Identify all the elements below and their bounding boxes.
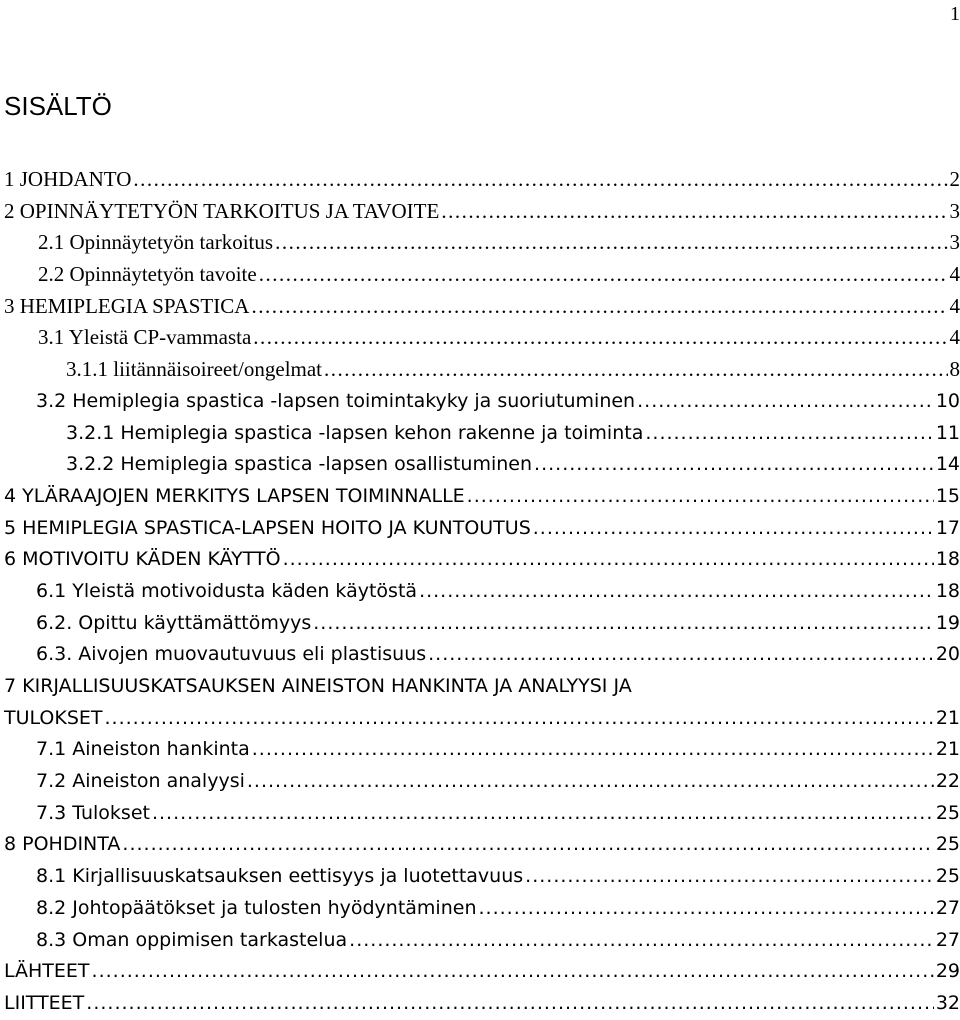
toc-entry-page: 4 xyxy=(950,291,960,323)
toc-dot-leader xyxy=(428,639,934,671)
toc-entry[interactable] xyxy=(0,893,960,925)
toc-dot-leader xyxy=(533,513,934,545)
toc-entry-page: 3 xyxy=(950,196,960,228)
toc-entry-label: 6.1 Yleistä motivoidusta käden käytöstä xyxy=(36,576,417,608)
toc-entry[interactable] xyxy=(0,639,960,671)
toc-entry-label: 8.2 Johtopäätökset ja tulosten hyödyntäminen xyxy=(36,893,477,925)
toc-entry[interactable] xyxy=(0,988,960,1020)
toc-entry[interactable] xyxy=(0,164,960,196)
toc-dot-leader xyxy=(645,418,933,450)
toc-entry-label: 7.2 Aineiston analyysi xyxy=(36,766,245,798)
toc-entry[interactable] xyxy=(0,608,960,640)
toc-entry-label: 3.2.2 Hemiplegia spastica -lapsen osallistuminen xyxy=(66,449,532,481)
toc-entry[interactable] xyxy=(0,829,960,861)
toc-entry-page: 20 xyxy=(936,639,960,671)
toc-dot-leader xyxy=(525,861,934,893)
toc-entry-page: 27 xyxy=(936,893,960,925)
toc-dot-leader xyxy=(251,291,947,323)
toc-entry[interactable] xyxy=(0,798,960,830)
page-number: 1 xyxy=(900,2,960,26)
toc-entry-label: 3 HEMIPLEGIA SPASTICA xyxy=(4,291,249,323)
toc-entry-label: LIITTEET xyxy=(4,988,84,1020)
toc-entry[interactable] xyxy=(0,671,960,703)
toc-entry-page: 32 xyxy=(936,988,960,1020)
toc-entry[interactable] xyxy=(0,481,960,513)
toc-entry-page: 25 xyxy=(936,829,960,861)
toc-entry-page: 18 xyxy=(936,544,960,576)
toc-dot-leader xyxy=(252,734,934,766)
toc-entry-page: 14 xyxy=(936,449,960,481)
toc-dot-leader xyxy=(92,956,934,988)
toc-dot-leader xyxy=(152,798,934,830)
toc-entry-page: 21 xyxy=(936,734,960,766)
toc-entry-label: 3.1.1 liitännäisoireet/ongelmat xyxy=(66,354,322,386)
toc-entry-label: 2.1 Opinnäytetyön tarkoitus xyxy=(38,227,273,259)
toc-entry[interactable] xyxy=(0,861,960,893)
toc-dot-leader xyxy=(122,829,933,861)
table-of-contents xyxy=(0,164,960,1020)
toc-dot-leader xyxy=(441,196,947,228)
toc-entry-page: 25 xyxy=(936,861,960,893)
toc-entry-page: 22 xyxy=(936,766,960,798)
toc-entry-label: LÄHTEET xyxy=(4,956,90,988)
toc-entry-page: 11 xyxy=(936,418,960,450)
toc-entry-label: 8.3 Oman oppimisen tarkastelua xyxy=(36,925,347,957)
toc-dot-leader xyxy=(467,481,934,513)
toc-dot-leader xyxy=(253,322,947,354)
toc-entry[interactable] xyxy=(0,418,960,450)
toc-entry-label: TULOKSET xyxy=(4,703,103,735)
toc-entry-label: 8.1 Kirjallisuuskatsauksen eettisyys ja luotettavuus xyxy=(36,861,523,893)
toc-entry[interactable] xyxy=(0,386,960,418)
toc-entry[interactable] xyxy=(0,291,960,323)
toc-entry-page: 29 xyxy=(936,956,960,988)
toc-entry[interactable] xyxy=(0,227,960,259)
toc-entry[interactable] xyxy=(0,354,960,386)
toc-dot-leader xyxy=(313,608,934,640)
toc-entry[interactable] xyxy=(0,513,960,545)
toc-entry[interactable] xyxy=(0,196,960,228)
toc-entry-page: 4 xyxy=(950,322,960,354)
toc-entry[interactable] xyxy=(0,703,960,735)
toc-entry[interactable] xyxy=(0,449,960,481)
toc-entry-page: 27 xyxy=(936,925,960,957)
toc-entry-label: 8 POHDINTA xyxy=(4,829,120,861)
toc-entry-page: 18 xyxy=(936,576,960,608)
toc-entry-label: 6.2. Opittu käyttämättömyys xyxy=(36,608,311,640)
toc-entry[interactable] xyxy=(0,734,960,766)
toc-entry-page: 10 xyxy=(936,386,960,418)
toc-entry-label: 6.3. Aivojen muovautuvuus eli plastisuus xyxy=(36,639,426,671)
toc-entry-label: 4 YLÄRAAJOJEN MERKITYS LAPSEN TOIMINNALLE xyxy=(4,481,465,513)
toc-entry-page: 3 xyxy=(950,227,960,259)
page-title: SISÄLTÖ xyxy=(4,84,112,128)
toc-dot-leader xyxy=(105,703,934,735)
toc-dot-leader xyxy=(275,227,947,259)
toc-entry-label: 2.2 Opinnäytetyön tavoite xyxy=(38,259,257,291)
toc-entry-page: 17 xyxy=(936,513,960,545)
toc-entry-label: 7.1 Aineiston hankinta xyxy=(36,734,250,766)
toc-dot-leader xyxy=(349,925,934,957)
toc-entry-label: 1 JOHDANTO xyxy=(4,164,131,196)
toc-entry[interactable] xyxy=(0,259,960,291)
toc-dot-leader xyxy=(324,354,947,386)
toc-entry[interactable] xyxy=(0,766,960,798)
toc-entry[interactable] xyxy=(0,544,960,576)
toc-entry-page: 19 xyxy=(936,608,960,640)
toc-entry-label: 2 OPINNÄYTETYÖN TARKOITUS JA TAVOITE xyxy=(4,196,439,228)
toc-entry-page: 2 xyxy=(950,164,960,196)
toc-dot-leader xyxy=(637,386,934,418)
toc-entry-label: 7 KIRJALLISUUSKATSAUKSEN AINEISTON HANKINTA JA ANALYYSI JA xyxy=(4,671,632,703)
toc-entry[interactable] xyxy=(0,925,960,957)
toc-entry-label: 5 HEMIPLEGIA SPASTICA-LAPSEN HOITO JA KUNTOUTUS xyxy=(4,513,531,545)
toc-dot-leader xyxy=(247,766,934,798)
toc-entry-label: 3.1 Yleistä CP-vammasta xyxy=(38,322,251,354)
toc-entry-page: 15 xyxy=(936,481,960,513)
toc-entry-page: 8 xyxy=(950,354,960,386)
toc-entry-label: 7.3 Tulokset xyxy=(36,798,150,830)
toc-entry-page: 25 xyxy=(936,798,960,830)
toc-entry[interactable] xyxy=(0,956,960,988)
toc-entry-label: 6 MOTIVOITU KÄDEN KÄYTTÖ xyxy=(4,544,281,576)
toc-entry[interactable] xyxy=(0,322,960,354)
toc-entry[interactable] xyxy=(0,576,960,608)
toc-dot-leader xyxy=(86,988,934,1020)
toc-dot-leader xyxy=(133,164,947,196)
toc-dot-leader xyxy=(259,259,948,291)
toc-entry-page: 21 xyxy=(936,703,960,735)
toc-dot-leader xyxy=(534,449,934,481)
toc-entry-page: 4 xyxy=(950,259,960,291)
toc-entry-label: 3.2.1 Hemiplegia spastica -lapsen kehon rakenne ja toiminta xyxy=(66,418,643,450)
toc-dot-leader xyxy=(479,893,934,925)
toc-dot-leader xyxy=(283,544,934,576)
toc-dot-leader xyxy=(419,576,934,608)
toc-entry-label: 3.2 Hemiplegia spastica -lapsen toimintakyky ja suoriutuminen xyxy=(36,386,635,418)
